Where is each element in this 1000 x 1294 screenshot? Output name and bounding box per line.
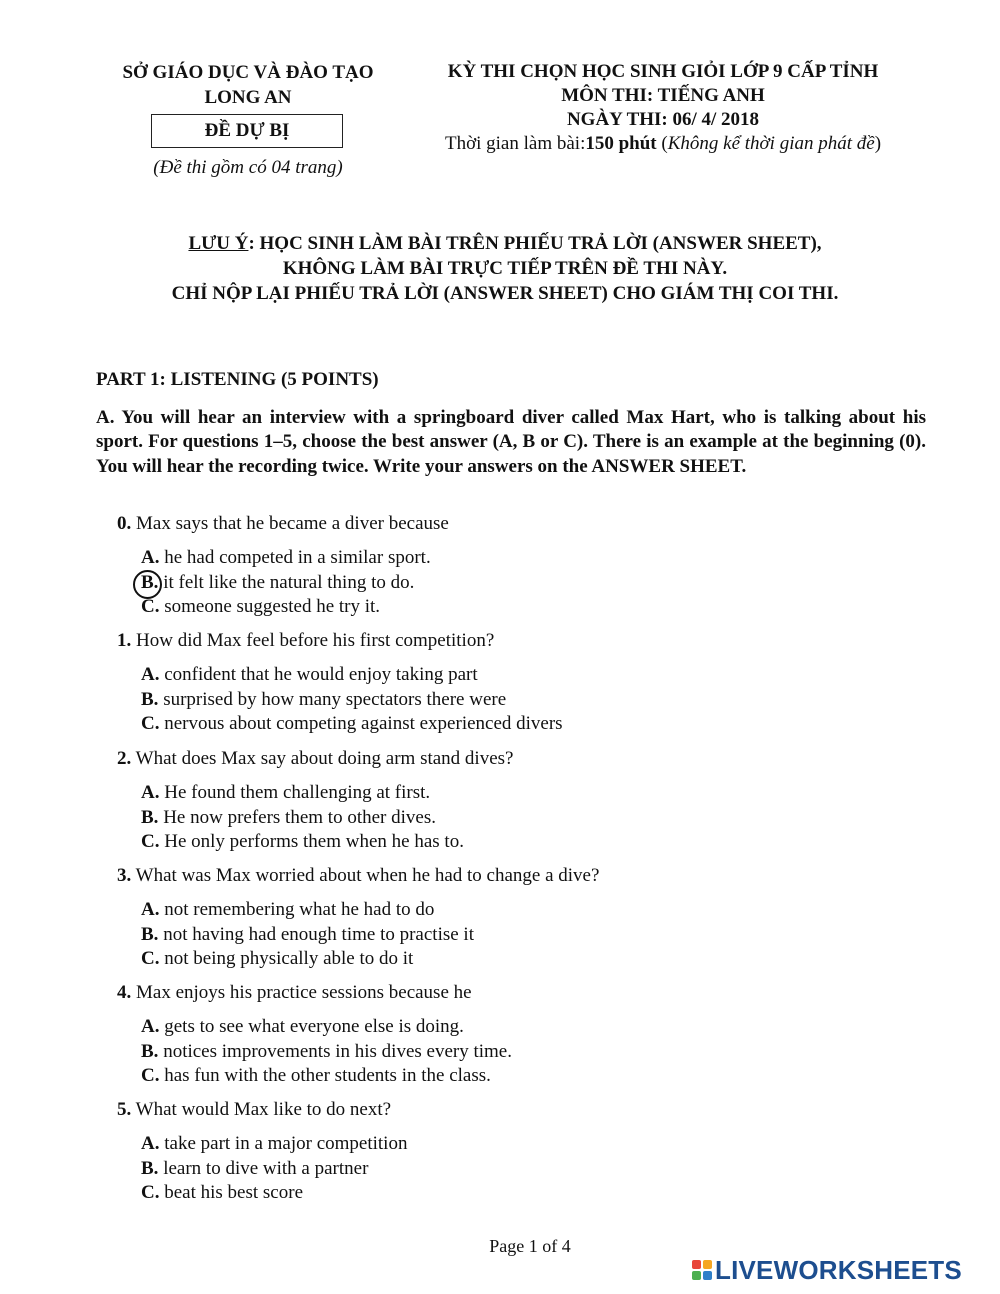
question-number: 3. [117,865,132,886]
option-letter: B. [141,924,159,945]
option-text: gets to see what everyone else is doing. [164,1016,464,1037]
answer-option [141,572,414,594]
answer-option [141,547,431,569]
question-text: Max says that he became a diver because [136,513,449,534]
option-letter: B. [141,807,159,828]
option-text: take part in a major competition [164,1133,408,1154]
part-title: PART 1: LISTENING (5 POINTS) [96,369,379,390]
question-number: 1. [117,630,132,651]
answer-option [141,831,464,853]
question-number: 5. [117,1099,132,1120]
exam-notice: LƯU Ý: HỌC SINH LÀM BÀI TRÊN PHIẾU TRẢ LỜI (ANSWER SHEET), KHÔNG LÀM BÀI TRỰC TIẾP TRÊN ĐỀ THI NÀY. CHỈ NỘP LẠI PHIẾU TRẢ LỜI (ANSWER SHEET) CHO GIÁM THỊ COI THI. [171,233,839,304]
option-letter: C. [141,1065,160,1086]
option-letter: A. [141,1016,160,1037]
question-text: Max enjoys his practice sessions because he [136,982,472,1003]
option-letter: B. [141,572,159,593]
logo-text: LIVEWORKSHEETS [715,1254,962,1285]
reserve-exam-label: ĐỀ DỰ BỊ [151,114,343,148]
option-letter: B. [141,1158,159,1179]
question-text: How did Max feel before his first competition? [136,630,495,651]
question-stem [117,982,472,1004]
option-text: learn to dive with a partner [163,1158,369,1179]
answer-option [141,782,430,804]
exam-header [405,60,921,156]
option-text: not having had enough time to practise it [163,924,474,945]
answer-option [141,1016,464,1038]
notice-label: LƯU Ý [188,233,249,254]
option-letter: C. [141,713,160,734]
answer-option [141,1133,407,1155]
option-text: notices improvements in his dives every time. [163,1041,512,1062]
answer-option [141,899,434,921]
option-letter: B. [141,689,159,710]
answer-option [141,1182,303,1204]
option-text: He now prefers them to other dives. [163,807,436,828]
page-count-note: (Đề thi gồm có 04 trang) [153,157,343,178]
page-number: Page 1 of 4 [489,1236,571,1256]
example-answer-circle [133,570,162,599]
option-text: He found them challenging at first. [164,782,431,803]
option-text: someone suggested he try it. [164,596,381,617]
question-stem [117,513,449,535]
province-name: LONG AN [204,87,292,108]
answer-option [141,596,380,618]
option-letter: A. [141,899,160,920]
option-text: He only performs them when he has to. [164,831,464,852]
option-text: he had competed in a similar sport. [164,547,431,568]
option-letter: A. [141,664,160,685]
answer-option [141,807,436,829]
answer-option [141,1158,368,1180]
question-number: 4. [117,982,132,1003]
option-text: beat his best score [164,1182,303,1203]
logo-mark-icon [692,1260,712,1280]
answer-option [141,1041,512,1063]
answer-option [141,924,474,946]
exam-duration: Thời gian làm bài:150 phút (Không kể thời gian phát đề) [444,133,882,154]
option-text: not remembering what he had to do [164,899,435,920]
liveworksheets-logo [692,1253,962,1287]
question-text: What does Max say about doing arm stand dives? [135,748,514,769]
option-letter: A. [141,547,160,568]
exam-title: KỲ THI CHỌN HỌC SINH GIỎI LỚP 9 CẤP TỈNH [447,61,879,82]
option-text: it felt like the natural thing to do. [163,572,415,593]
exam-subject: MÔN THI: TIẾNG ANH [561,85,765,106]
option-letter: A. [141,782,160,803]
part-instruction: A. You will hear an interview with a springboard diver called Max Hart, who is talking about his sport. For questions 1–5, choose the best answer (A, B or C). There is an example at the beginning (0). You will hear the recording twice. Write your answers on the ANSWER SHEET. [96,407,926,477]
answer-option [141,713,563,735]
option-letter: C. [141,596,160,617]
question-stem [117,1099,391,1121]
question-stem [117,748,513,770]
answer-option [141,664,478,686]
option-text: surprised by how many spectators there were [163,689,507,710]
answer-option [141,1065,491,1087]
option-letter: C. [141,831,160,852]
option-text: nervous about competing against experienced divers [164,713,563,734]
option-letter: B. [141,1041,159,1062]
option-letter: C. [141,948,160,969]
option-letter: A. [141,1133,160,1154]
question-text: What would Max like to do next? [135,1099,392,1120]
question-number: 2. [117,748,132,769]
question-stem [117,630,494,652]
question-stem [117,865,599,887]
department-name: SỞ GIÁO DỤC VÀ ĐÀO TẠO [122,62,374,83]
option-letter: C. [141,1182,160,1203]
option-text: not being physically able to do it [164,948,414,969]
answer-option [141,689,506,711]
option-text: has fun with the other students in the class. [164,1065,491,1086]
exam-date: NGÀY THI: 06/ 4/ 2018 [566,109,760,130]
answer-option [141,948,413,970]
option-text: confident that he would enjoy taking part [164,664,478,685]
question-number: 0. [117,513,132,534]
department-header [92,60,404,110]
question-text: What was Max worried about when he had to change a dive? [135,865,600,886]
